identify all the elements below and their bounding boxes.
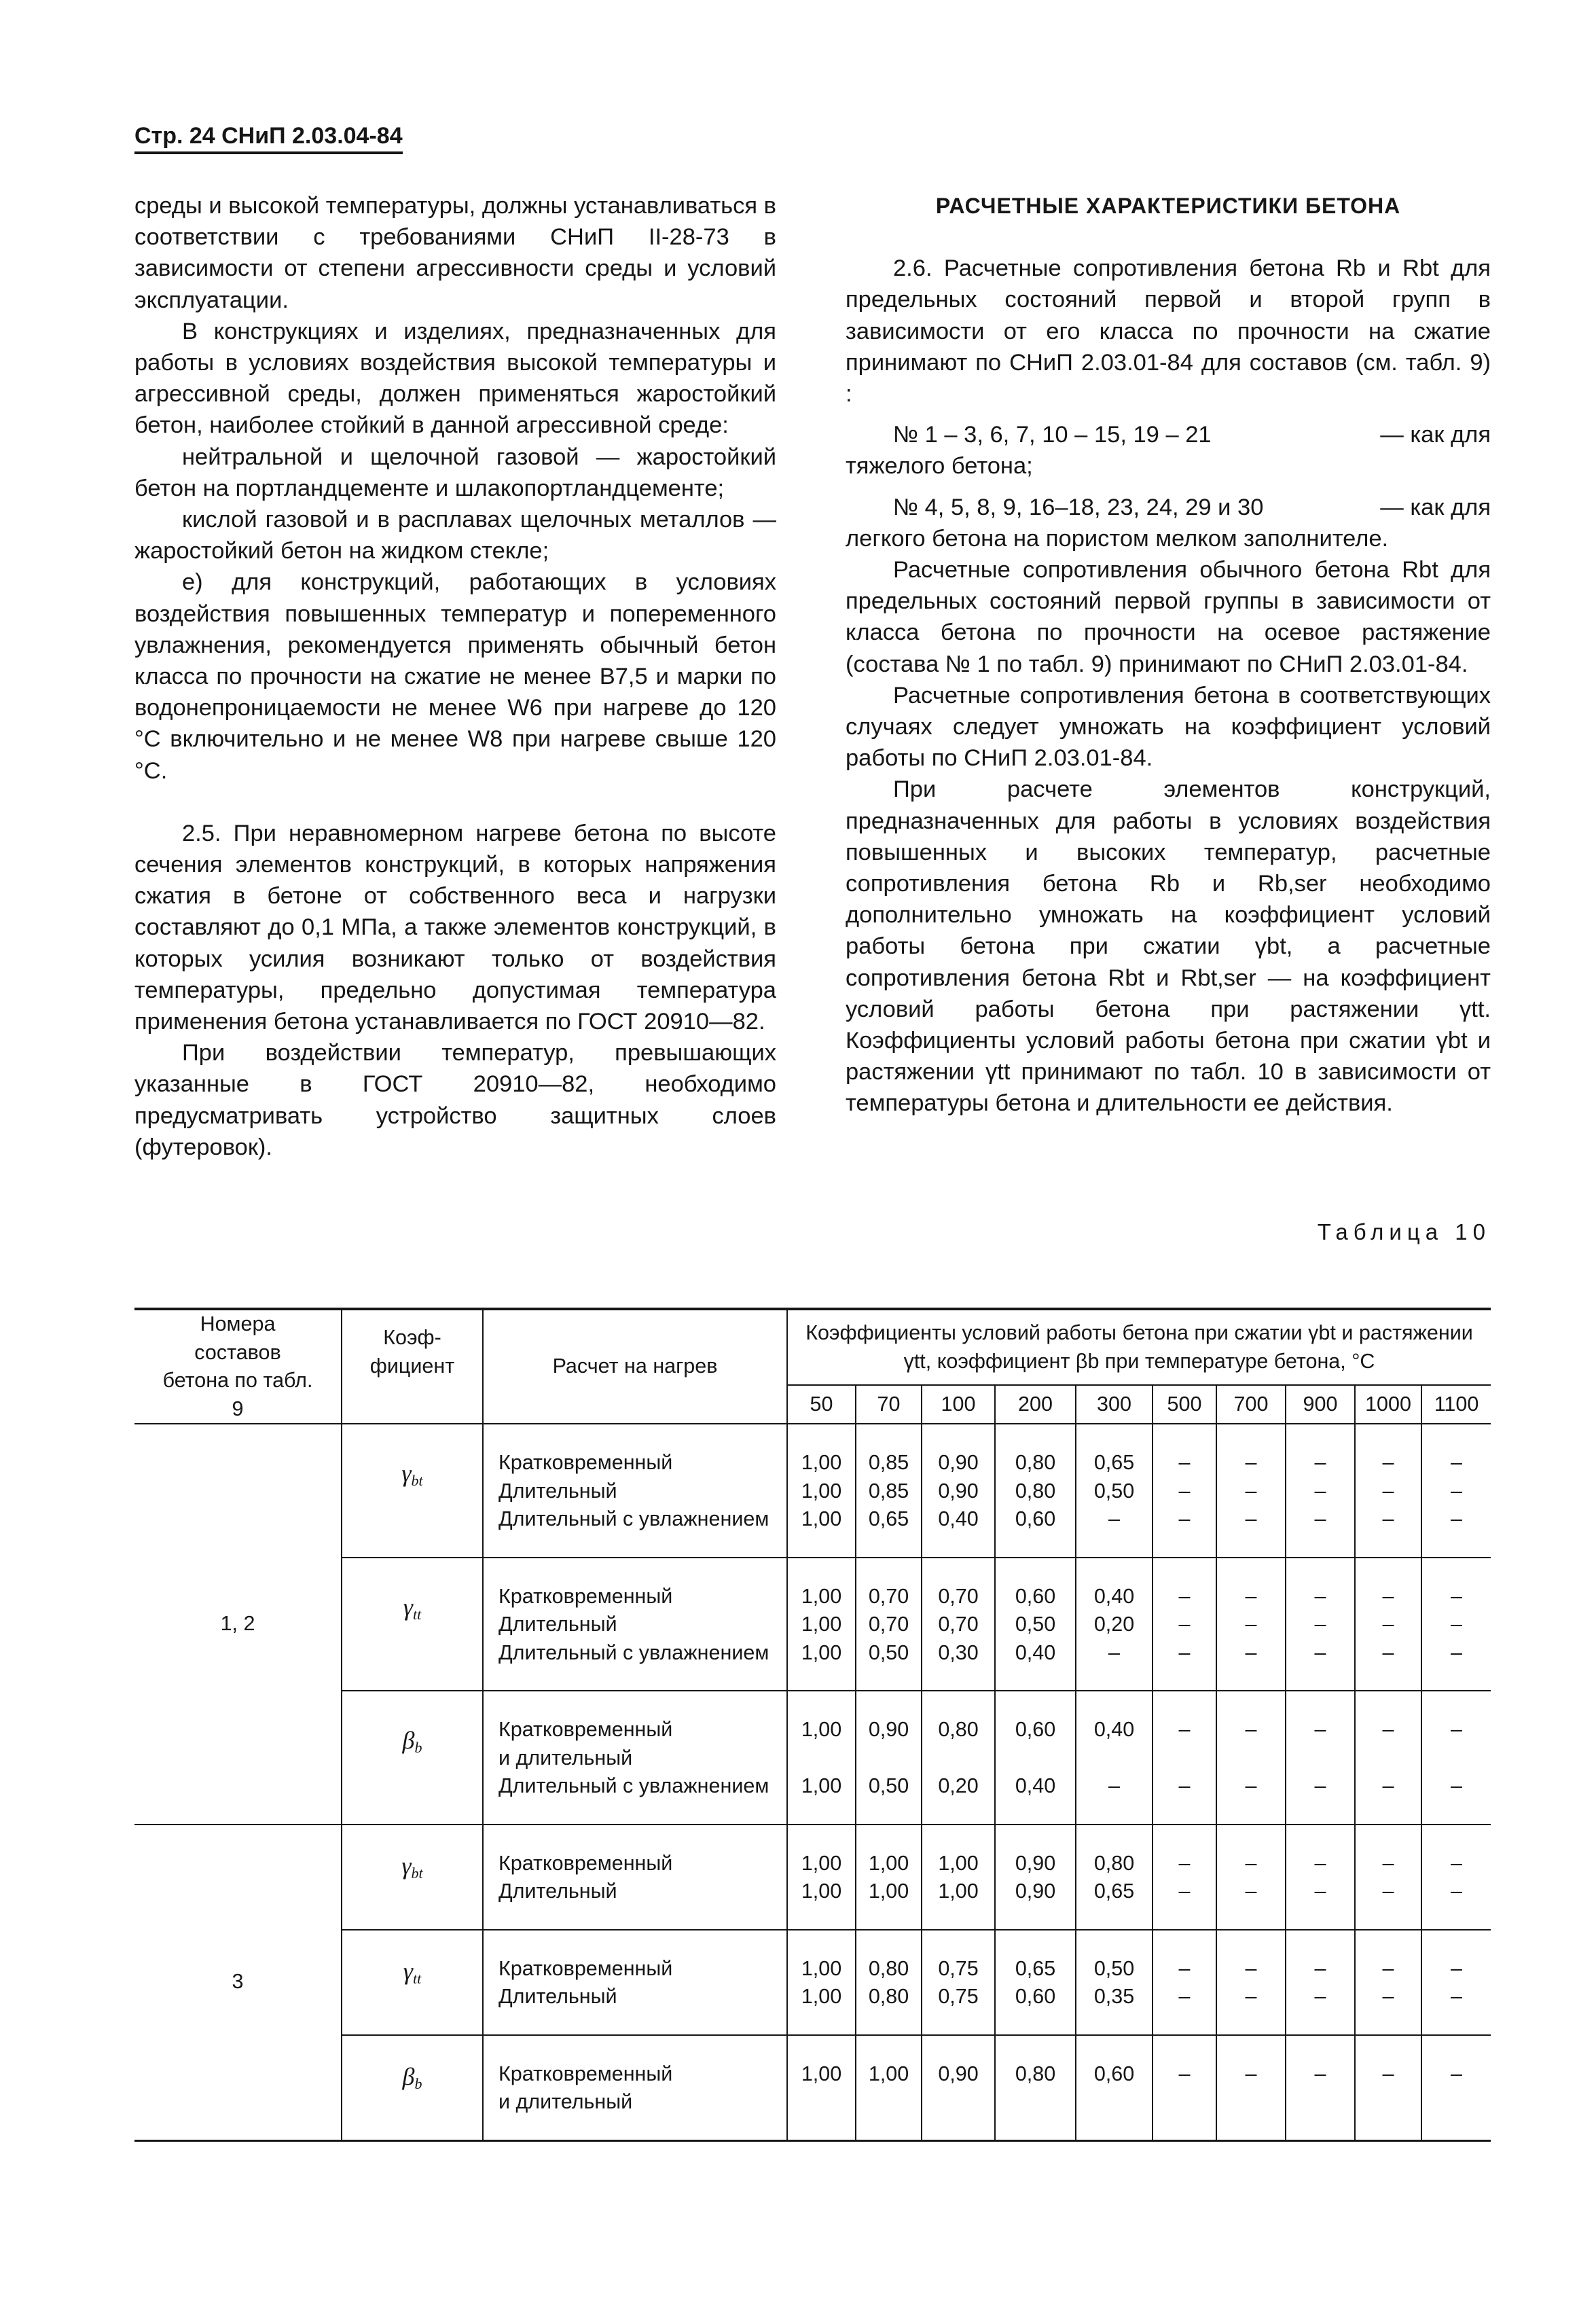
value: 1,00 — [801, 1880, 842, 1903]
value: – — [1451, 2062, 1462, 2085]
paragraph: кислой газовой и в расплавах щелочных металлов — жаростойкий бетон на жидком стекле; — [134, 507, 776, 564]
value: – — [1382, 1956, 1394, 1980]
coefficient-cell: $\gamma_{tt}$ — [342, 1930, 483, 2035]
value — [788, 1744, 855, 1773]
value: 1,00 — [801, 1985, 842, 2008]
value: 0,40 — [1015, 1640, 1056, 1664]
value — [922, 1744, 994, 1773]
value-cell — [1076, 2035, 1153, 2141]
value: 0,65 — [1093, 1880, 1135, 1903]
value-cell — [995, 2035, 1076, 2141]
value-cell — [1153, 1930, 1216, 2035]
value: 0,80 — [1093, 1851, 1135, 1875]
value-cell — [1076, 1424, 1153, 1558]
value: 0,85 — [868, 1479, 909, 1503]
value: 1,00 — [938, 1880, 979, 1903]
value-cell — [856, 2035, 922, 2141]
value: 0,50 — [868, 1640, 909, 1664]
mode-label: Длительный — [498, 1613, 617, 1636]
value: 0,90 — [938, 1479, 979, 1503]
value-cell — [1421, 1825, 1491, 1930]
value-cell — [922, 1691, 995, 1825]
value: 0,50 — [1015, 1613, 1056, 1636]
value-cell — [1421, 1930, 1491, 2035]
temperature-cell: 300 — [1076, 1385, 1153, 1424]
value-cell — [1421, 1558, 1491, 1691]
mode-cell — [483, 1558, 787, 1691]
value: 0,40 — [1093, 1584, 1135, 1608]
value-cell — [1286, 2035, 1355, 2141]
temperature-cell: 200 — [995, 1385, 1076, 1424]
temperature-cell: 50 — [787, 1385, 856, 1424]
value: – — [1314, 1507, 1326, 1530]
value: 1,00 — [801, 1479, 842, 1503]
paragraph-2-5: 2.5. При неравномерном нагреве бетона по высоте сечения элементов конструкций, в которых напряжения сжатия в бетоне от собственного веса и нагрузки составляют до 0,1 МПа, а также элементов конструкций, в которых усилия возникают только от воздействия температуры, предельно допустимая температура применения бетона устанавливается по ГОСТ 20910—82. — [134, 820, 776, 1035]
list-item: № 4, 5, 8, 9, 16–18, 23, 24, 29 и 30 — как для — [893, 494, 1491, 520]
value: – — [1382, 1584, 1394, 1608]
value — [1422, 2088, 1491, 2117]
mode-label: Кратковременный — [498, 1718, 673, 1741]
table-row — [134, 1424, 1491, 1558]
value: – — [1451, 1985, 1462, 2008]
header-top: Коэффициенты условий работы бетона при сжатии γbt и растяжении γtt, коэффициент βb при температуре бетона, °С — [787, 1309, 1491, 1385]
value — [1217, 2088, 1285, 2117]
value — [1153, 1744, 1216, 1773]
mode-label: Длительный с увлажнением — [498, 1640, 769, 1664]
value-cell — [1421, 1424, 1491, 1558]
value-cell — [1355, 1825, 1421, 1930]
value: – — [1382, 2062, 1394, 2085]
table-10 — [134, 1308, 1491, 2142]
value: – — [1108, 1640, 1120, 1664]
value-cell — [1216, 2035, 1286, 2141]
coefficient-cell: $\gamma_{bt}$ — [342, 1424, 483, 1558]
mode-label: Кратковременный — [498, 1584, 673, 1608]
mode-label: Длительный с увлажнением — [498, 1774, 769, 1797]
value-cell — [1216, 1424, 1286, 1558]
header-composition: Номера составов бетона по табл. 9 — [134, 1309, 342, 1424]
value: 0,60 — [1015, 1507, 1056, 1530]
value-cell — [922, 1930, 995, 2035]
value-cell — [1216, 1691, 1286, 1825]
coefficient-cell: $\gamma_{tt}$ — [342, 1558, 483, 1691]
value: 0,35 — [1093, 1985, 1135, 2008]
value: – — [1382, 1507, 1394, 1530]
value: 0,40 — [1015, 1774, 1056, 1797]
value-cell — [1355, 1558, 1421, 1691]
value: – — [1451, 1851, 1462, 1875]
value: – — [1178, 1774, 1191, 1797]
value-cell — [922, 2035, 995, 2141]
value: – — [1178, 1613, 1191, 1636]
value: 0,20 — [938, 1774, 979, 1797]
value: – — [1382, 1479, 1394, 1503]
value-cell — [1076, 1558, 1153, 1691]
value — [996, 1744, 1075, 1773]
mode-label: и длительный — [498, 1746, 633, 1770]
mode-cell — [483, 1930, 787, 2035]
mode-label: Длительный — [498, 1985, 617, 2008]
value: – — [1314, 1851, 1326, 1875]
value — [1286, 2088, 1354, 2117]
value-cell — [787, 1424, 856, 1558]
value: – — [1314, 1613, 1326, 1636]
value: – — [1382, 1451, 1394, 1474]
value: – — [1451, 1451, 1462, 1474]
value-cell — [995, 1558, 1076, 1691]
value: 0,65 — [1015, 1956, 1056, 1980]
coefficient-cell: $\beta_b$ — [342, 2035, 483, 2141]
value: 0,50 — [868, 1774, 909, 1797]
value — [1356, 1744, 1421, 1773]
value-cell — [1355, 2035, 1421, 2141]
value: – — [1108, 1507, 1120, 1530]
value-cell — [1216, 1558, 1286, 1691]
header-coefficient: Коэф- фициент — [342, 1309, 483, 1424]
value: 0,65 — [868, 1507, 909, 1530]
p1-text: 2.6. Расчетные сопротивления бетона Rb и Rbt для предельных состояний первой и второй групп в зависимости от его класса по прочности на сжатие принимают по СНиП 2.03.01-84 для составов (см. табл. 9) : — [846, 255, 1491, 408]
value: – — [1451, 1507, 1462, 1530]
table-row — [134, 1825, 1491, 1930]
value: – — [1245, 1718, 1257, 1741]
value: 0,30 — [938, 1640, 979, 1664]
value: 0,90 — [938, 1451, 979, 1474]
paragraph-2-6 — [846, 253, 1491, 410]
value: 1,00 — [801, 1584, 842, 1608]
header-calculation: Расчет на нагрев — [483, 1309, 787, 1424]
value: – — [1382, 1774, 1394, 1797]
value: – — [1314, 1774, 1326, 1797]
value: – — [1178, 1640, 1191, 1664]
value — [788, 2088, 855, 2117]
value: – — [1451, 1479, 1462, 1503]
value: – — [1451, 1584, 1462, 1608]
value: – — [1382, 1851, 1394, 1875]
value: – — [1178, 1479, 1191, 1503]
value — [1076, 2088, 1152, 2117]
paragraph: При расчете элементов конструкций, предназначенных для работы в условиях воздействия повышенных и высоких температур, расчетные сопротивления бетона Rb и Rb,ser необходимо дополнительно умножать на коэффициент условий работы бетона при сжатии γbt, а расчетные сопротивления бетона Rbt и Rbt,ser — на коэффициент условий работы бетона при растяжении γtt. Коэффициенты условий работы бетона при сжатии γbt и растяжении γtt принимают по табл. 10 в зависимости от температуры бетона и длительности ее действия. — [846, 776, 1491, 1117]
value: – — [1314, 1479, 1326, 1503]
value: – — [1178, 1956, 1191, 1980]
value: – — [1314, 2062, 1326, 2085]
value: 1,00 — [868, 1851, 909, 1875]
value: – — [1245, 1640, 1257, 1664]
value: 0,50 — [1093, 1479, 1135, 1503]
mode-cell — [483, 1825, 787, 1930]
value: – — [1451, 1774, 1462, 1797]
value: 1,00 — [868, 2062, 909, 2085]
value: 0,75 — [938, 1956, 979, 1980]
value: 0,70 — [868, 1584, 909, 1608]
value: – — [1382, 1613, 1394, 1636]
value: 1,00 — [801, 1613, 842, 1636]
mode-cell — [483, 2035, 787, 2141]
value-cell — [1076, 1930, 1153, 2035]
value-cell — [1153, 2035, 1216, 2141]
table-caption: Таблица 10 — [1317, 1219, 1491, 1244]
value: 0,80 — [868, 1956, 909, 1980]
value: 0,20 — [1093, 1613, 1135, 1636]
temperature-cell: 1000 — [1355, 1385, 1421, 1424]
value-cell — [787, 1930, 856, 2035]
value: 0,60 — [1015, 1985, 1056, 2008]
value: – — [1314, 1640, 1326, 1664]
mode-cell — [483, 1424, 787, 1558]
value-cell — [1153, 1825, 1216, 1930]
value: – — [1382, 1718, 1394, 1741]
value: – — [1245, 1507, 1257, 1530]
value: 1,00 — [868, 1880, 909, 1903]
value: – — [1451, 1613, 1462, 1636]
value: 0,90 — [1015, 1880, 1056, 1903]
value: 1,00 — [801, 1451, 842, 1474]
value: – — [1245, 1584, 1257, 1608]
value-cell — [922, 1825, 995, 1930]
value-cell — [856, 1424, 922, 1558]
mode-label: Длительный — [498, 1479, 617, 1503]
value: – — [1108, 1774, 1120, 1797]
value: 1,00 — [938, 1851, 979, 1875]
value-cell — [1421, 1691, 1491, 1825]
value — [1356, 2088, 1421, 2117]
value: – — [1178, 1851, 1191, 1875]
value: – — [1314, 1584, 1326, 1608]
paragraph: нейтральной и щелочной газовой — жаростойкий бетон на портландцементе и шлакопортландцементе; — [134, 444, 776, 501]
value: 0,80 — [1015, 1479, 1056, 1503]
value: 1,00 — [801, 1774, 842, 1797]
value: 0,80 — [1015, 2062, 1056, 2085]
mode-cell — [483, 1691, 787, 1825]
value-cell — [1286, 1558, 1355, 1691]
value-cell — [787, 1825, 856, 1930]
value: – — [1451, 1880, 1462, 1903]
paragraph: Расчетные сопротивления бетона в соответствующих случаях следует умножать на коэффициент условий работы по СНиП 2.03.01-84. — [846, 682, 1491, 772]
value-cell — [856, 1825, 922, 1930]
value-cell — [1286, 1424, 1355, 1558]
value-cell — [1153, 1691, 1216, 1825]
value: – — [1382, 1640, 1394, 1664]
value-cell — [1421, 2035, 1491, 2141]
value: – — [1178, 1880, 1191, 1903]
value: – — [1245, 1880, 1257, 1903]
value: – — [1451, 1956, 1462, 1980]
value: – — [1245, 1451, 1257, 1474]
value-cell — [1076, 1691, 1153, 1825]
value-cell — [1286, 1691, 1355, 1825]
value — [1217, 1744, 1285, 1773]
mode-label: Кратковременный — [498, 1956, 673, 1980]
composition-cell: 3 — [134, 1825, 342, 2141]
value: – — [1245, 1613, 1257, 1636]
value: – — [1245, 1774, 1257, 1797]
value-cell — [856, 1930, 922, 2035]
value — [856, 1744, 921, 1773]
value: – — [1245, 2062, 1257, 2085]
value: – — [1314, 1880, 1326, 1903]
list-item-text: легкого бетона на пористом мелком заполнителе. — [846, 525, 1389, 552]
value-cell — [856, 1558, 922, 1691]
value: 0,80 — [938, 1718, 979, 1741]
value: 0,65 — [1093, 1451, 1135, 1474]
paragraph: е) для конструкций, работающих в условиях воздействия повышенных температур и попеременного увлажнения, рекомендуется применять обычный бетон класса по прочности на сжатие не менее B7,5 и марки по водонепроницаемости не менее W6 при нагреве до 120 °С включительно и не менее W8 при нагреве свыше 120 °С. — [134, 569, 776, 784]
value-cell — [1216, 1825, 1286, 1930]
value: – — [1451, 1718, 1462, 1741]
value: – — [1245, 1851, 1257, 1875]
coefficient-cell: $\beta_b$ — [342, 1691, 483, 1825]
value-cell — [1286, 1825, 1355, 1930]
value-cell — [787, 1691, 856, 1825]
value-cell — [787, 1558, 856, 1691]
value: – — [1314, 1956, 1326, 1980]
value: 1,00 — [801, 1956, 842, 1980]
mode-label: Длительный — [498, 1880, 617, 1903]
value — [1153, 2088, 1216, 2117]
value: – — [1382, 1880, 1394, 1903]
page-header: Стр. 24 СНиП 2.03.04-84 — [134, 122, 403, 154]
coefficient-cell: $\gamma_{bt}$ — [342, 1825, 483, 1930]
value-cell — [1076, 1825, 1153, 1930]
value: – — [1178, 1718, 1191, 1741]
temperature-cell: 900 — [1286, 1385, 1355, 1424]
mode-label: Длительный с увлажнением — [498, 1507, 769, 1530]
value: – — [1451, 1640, 1462, 1664]
list-item: № 1 – 3, 6, 7, 10 – 15, 19 – 21 — как для — [893, 422, 1491, 448]
value-cell — [1355, 1930, 1421, 2035]
value — [856, 2088, 921, 2117]
value: 1,00 — [801, 1640, 842, 1664]
value: – — [1245, 1956, 1257, 1980]
mode-label: Кратковременный — [498, 1851, 673, 1875]
value: 0,75 — [938, 1985, 979, 2008]
value — [1286, 1744, 1354, 1773]
value: 0,40 — [1093, 1718, 1135, 1741]
mode-label: Кратковременный — [498, 2062, 673, 2085]
paragraph: среды и высокой температуры, должны устанавливаться в соответствии с требованиями СНиП II-28-73 в зависимости от степени агрессивности среды и условий эксплуатации. — [134, 193, 776, 313]
value-cell — [995, 1930, 1076, 2035]
value: 0,90 — [938, 2062, 979, 2085]
value: 0,70 — [868, 1613, 909, 1636]
value: 0,80 — [868, 1985, 909, 2008]
value-cell — [995, 1691, 1076, 1825]
temperature-cell: 500 — [1153, 1385, 1216, 1424]
value-cell — [1153, 1558, 1216, 1691]
value-cell — [856, 1691, 922, 1825]
value-cell — [1153, 1424, 1216, 1558]
value: 0,70 — [938, 1613, 979, 1636]
paragraph: В конструкциях и изделиях, предназначенных для работы в условиях воздействия высокой температуры и агрессивной среды, должен применяться жаростойкий бетон, наиболее стойкий в данной агрессивной среде: — [134, 318, 776, 439]
value: 0,60 — [1093, 2062, 1135, 2085]
value-cell — [995, 1825, 1076, 1930]
value — [922, 2088, 994, 2117]
value: 0,90 — [1015, 1851, 1056, 1875]
value — [1076, 1744, 1152, 1773]
composition-cell: 1, 2 — [134, 1424, 342, 1825]
mode-label: Кратковременный — [498, 1451, 673, 1474]
value-cell — [1355, 1424, 1421, 1558]
value: 0,60 — [1015, 1718, 1056, 1741]
value: – — [1382, 1985, 1394, 2008]
value: 0,90 — [868, 1718, 909, 1741]
value: – — [1245, 1479, 1257, 1503]
value: – — [1314, 1718, 1326, 1741]
paragraph: Расчетные сопротивления обычного бетона Rbt для предельных состояний первой группы в зависимости от класса бетона по прочности на осевое растяжение (состава № 1 по табл. 9) принимают по СНиП 2.03.01-84. — [846, 557, 1491, 677]
value: – — [1178, 1985, 1191, 2008]
mode-label: и длительный — [498, 2090, 633, 2113]
value: – — [1178, 1507, 1191, 1530]
right-column — [846, 190, 1491, 1119]
value-cell — [922, 1558, 995, 1691]
value: 1,00 — [801, 1718, 842, 1741]
value: 1,00 — [801, 1851, 842, 1875]
temperature-cell: 70 — [856, 1385, 922, 1424]
value: – — [1178, 1451, 1191, 1474]
value — [996, 2088, 1075, 2117]
section-heading: РАСЧЕТНЫЕ ХАРАКТЕРИСТИКИ БЕТОНА — [935, 194, 1401, 218]
value: – — [1178, 2062, 1191, 2085]
value: 0,85 — [868, 1451, 909, 1474]
value-cell — [1355, 1691, 1421, 1825]
value-cell — [1216, 1930, 1286, 2035]
value: 0,60 — [1015, 1584, 1056, 1608]
temperature-cell: 1100 — [1421, 1385, 1491, 1424]
value: – — [1245, 1985, 1257, 2008]
value: – — [1314, 1451, 1326, 1474]
value: 0,80 — [1015, 1451, 1056, 1474]
left-column — [134, 190, 776, 1163]
value-cell — [922, 1424, 995, 1558]
value — [1422, 1744, 1491, 1773]
temperature-cell: 100 — [922, 1385, 995, 1424]
value-cell — [995, 1424, 1076, 1558]
value: 1,00 — [801, 1507, 842, 1530]
value-cell — [787, 2035, 856, 2141]
value: 1,00 — [801, 2062, 842, 2085]
list-item-text: тяжелого бетона; — [846, 453, 1033, 480]
value: 0,50 — [1093, 1956, 1135, 1980]
value: – — [1314, 1985, 1326, 2008]
paragraph: При воздействии температур, превышающих указанные в ГОСТ 20910—82, необходимо предусматривать устройство защитных слоев (футеровок). — [134, 1040, 776, 1160]
value: – — [1178, 1584, 1191, 1608]
value-cell — [1286, 1930, 1355, 2035]
value: 0,40 — [938, 1507, 979, 1530]
temperature-cell: 700 — [1216, 1385, 1286, 1424]
value: 0,70 — [938, 1584, 979, 1608]
